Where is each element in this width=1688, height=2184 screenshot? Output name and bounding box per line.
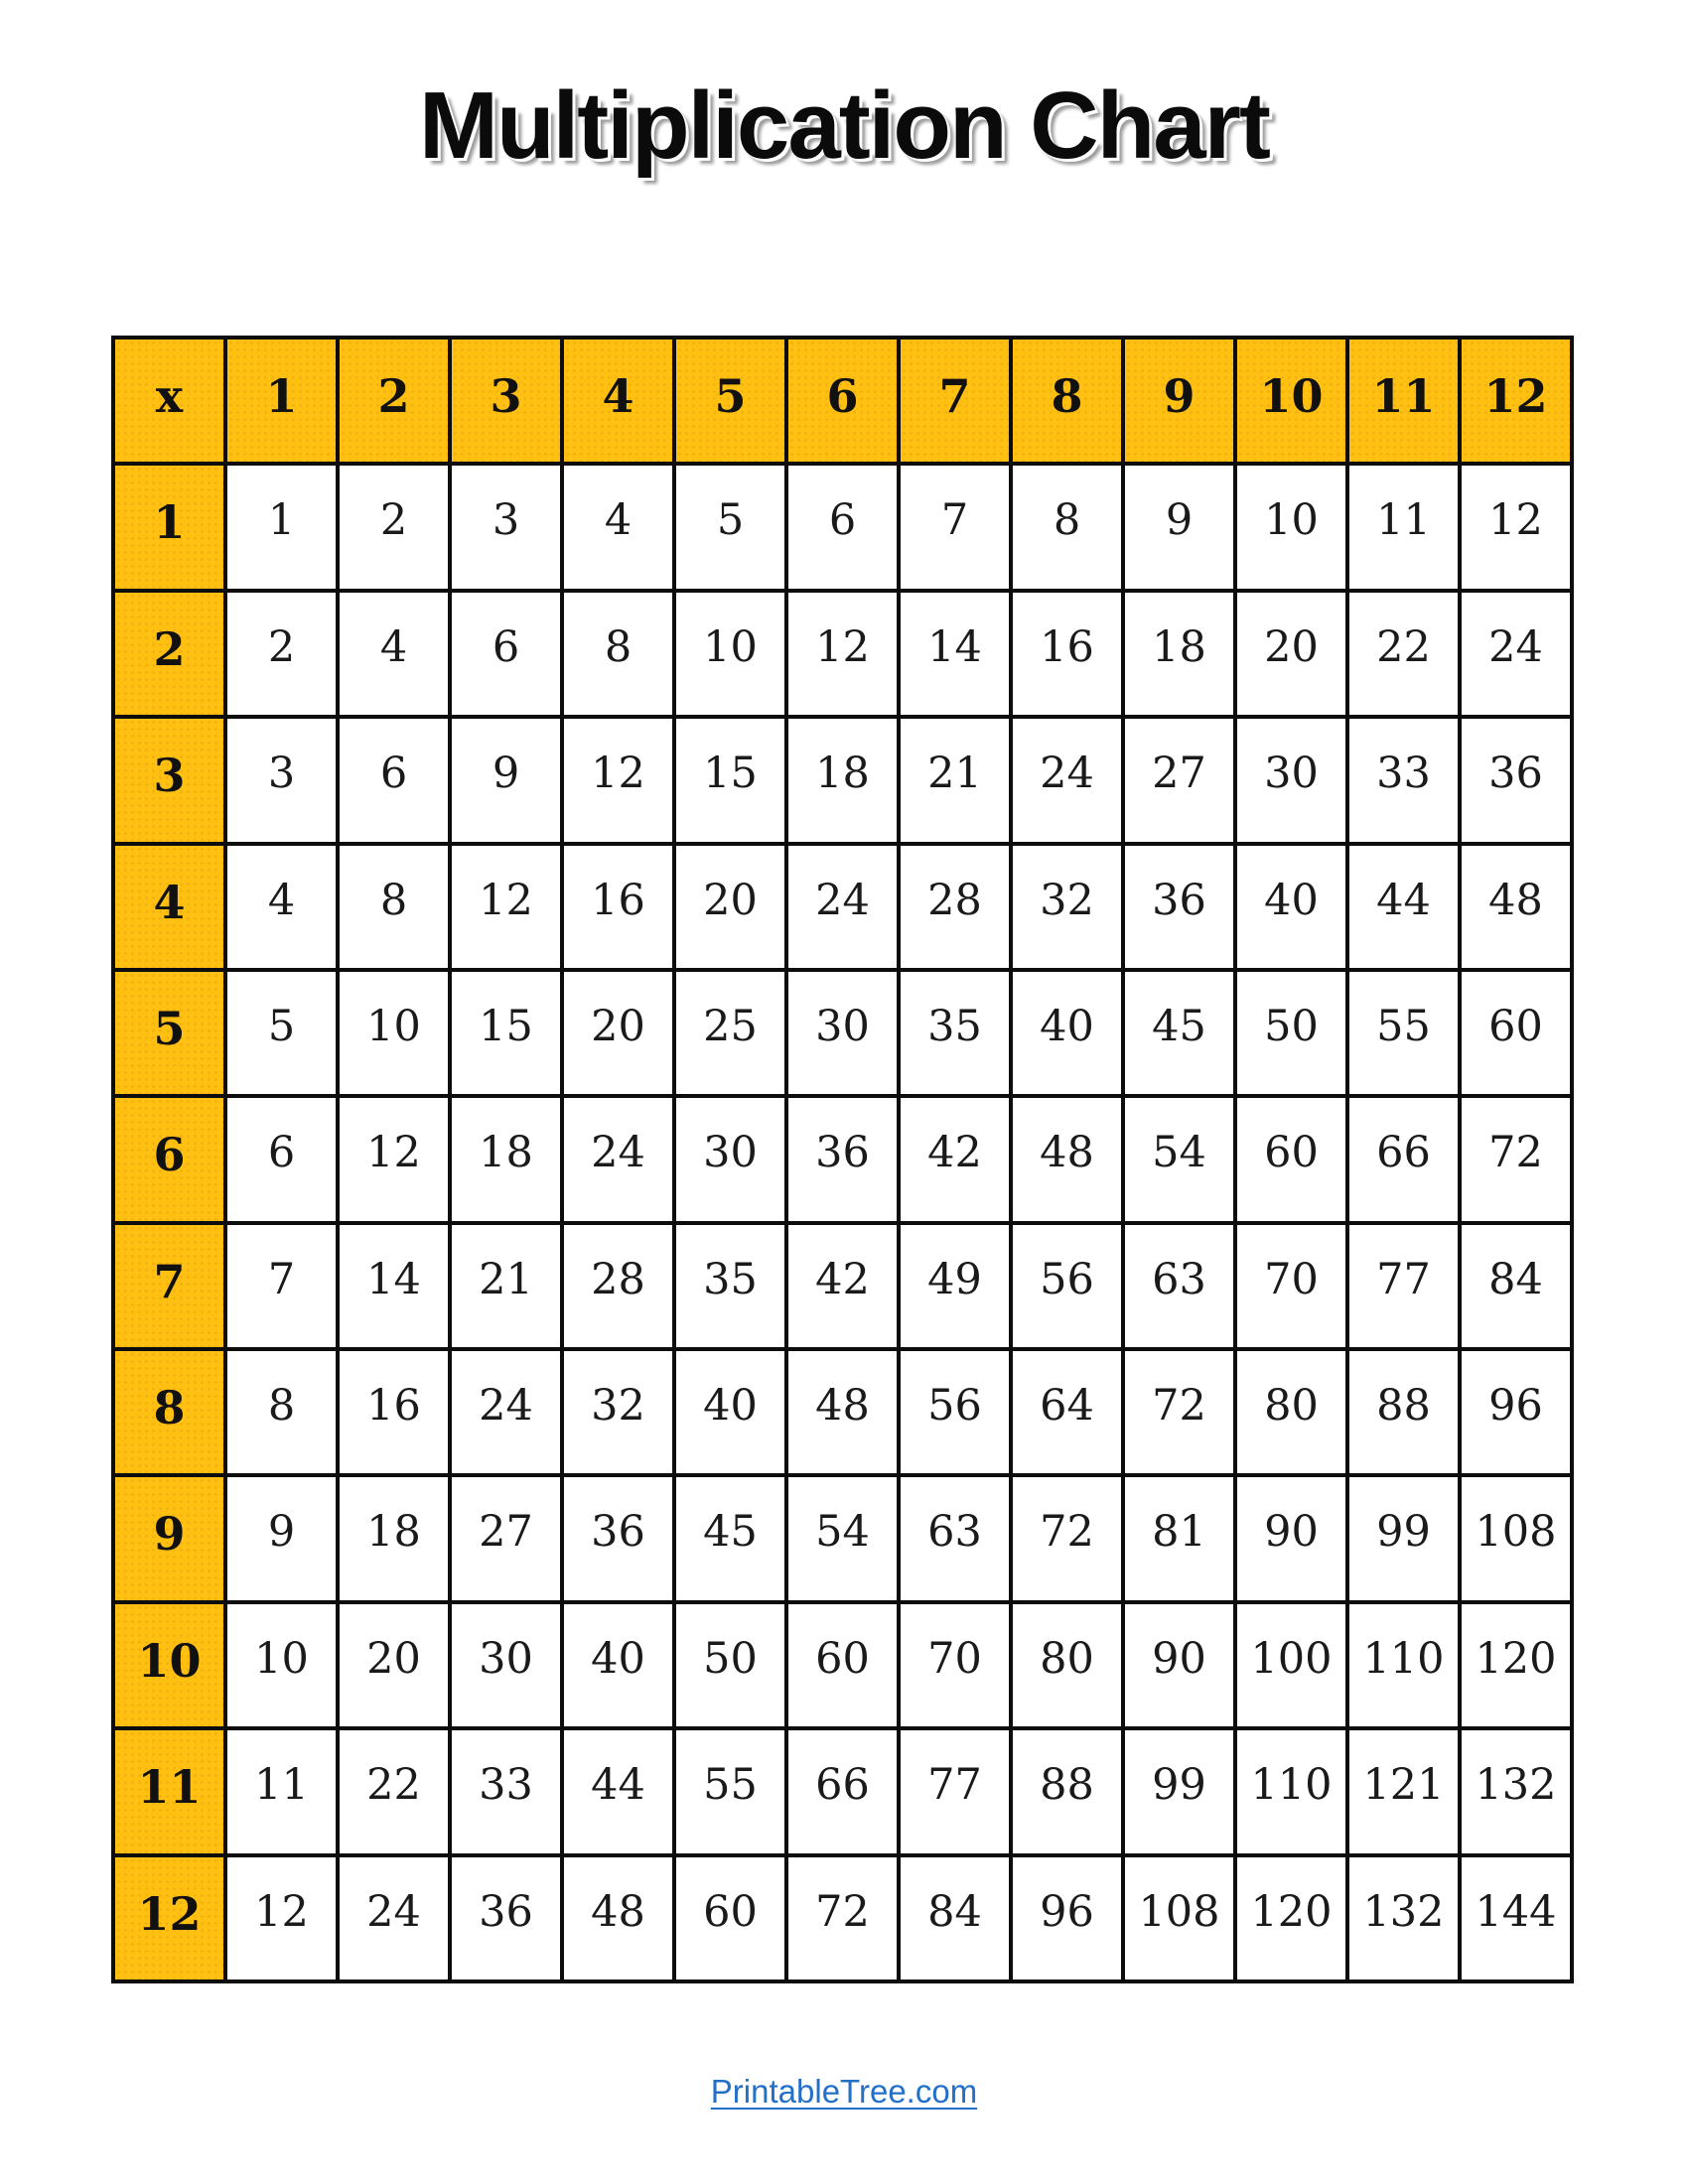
product-cell-12x12: 144 xyxy=(1460,1855,1572,1981)
row-header-cell-4: 4 xyxy=(113,844,225,970)
product-cell-3x2: 6 xyxy=(338,717,450,843)
product-cell-1x11: 11 xyxy=(1347,464,1460,590)
product-cell-12x2: 24 xyxy=(338,1855,450,1981)
page-title: Multiplication Chart xyxy=(419,72,1269,179)
product-cell-1x10: 10 xyxy=(1235,464,1347,590)
product-cell-1x4: 4 xyxy=(562,464,674,590)
product-cell-7x2: 14 xyxy=(338,1223,450,1349)
product-cell-1x2: 2 xyxy=(338,464,450,590)
row-header-cell-2: 2 xyxy=(113,591,225,717)
product-cell-7x11: 77 xyxy=(1347,1223,1460,1349)
product-cell-10x10: 100 xyxy=(1235,1602,1347,1728)
product-cell-2x8: 16 xyxy=(1011,591,1123,717)
product-cell-8x4: 32 xyxy=(562,1349,674,1475)
product-cell-12x8: 96 xyxy=(1011,1855,1123,1981)
product-cell-12x5: 60 xyxy=(674,1855,786,1981)
product-cell-7x8: 56 xyxy=(1011,1223,1123,1349)
product-cell-9x11: 99 xyxy=(1347,1475,1460,1601)
product-cell-6x8: 48 xyxy=(1011,1096,1123,1222)
product-cell-4x7: 28 xyxy=(899,844,1011,970)
product-cell-7x12: 84 xyxy=(1460,1223,1572,1349)
product-cell-4x6: 24 xyxy=(786,844,899,970)
column-header-cell-4: 4 xyxy=(562,338,674,464)
product-cell-4x2: 8 xyxy=(338,844,450,970)
product-cell-12x3: 36 xyxy=(450,1855,562,1981)
product-cell-6x4: 24 xyxy=(562,1096,674,1222)
product-cell-9x7: 63 xyxy=(899,1475,1011,1601)
product-cell-3x11: 33 xyxy=(1347,717,1460,843)
product-cell-6x6: 36 xyxy=(786,1096,899,1222)
product-cell-10x1: 10 xyxy=(225,1602,338,1728)
product-cell-2x7: 14 xyxy=(899,591,1011,717)
product-cell-12x4: 48 xyxy=(562,1855,674,1981)
product-cell-12x9: 108 xyxy=(1123,1855,1235,1981)
product-cell-7x10: 70 xyxy=(1235,1223,1347,1349)
product-cell-1x7: 7 xyxy=(899,464,1011,590)
column-header-cell-2: 2 xyxy=(338,338,450,464)
product-cell-11x6: 66 xyxy=(786,1728,899,1854)
product-cell-2x10: 20 xyxy=(1235,591,1347,717)
column-header-cell-11: 11 xyxy=(1347,338,1460,464)
corner-cell: x xyxy=(113,338,225,464)
row-header-cell-6: 6 xyxy=(113,1096,225,1222)
product-cell-7x1: 7 xyxy=(225,1223,338,1349)
product-cell-6x1: 6 xyxy=(225,1096,338,1222)
product-cell-10x7: 70 xyxy=(899,1602,1011,1728)
product-cell-11x4: 44 xyxy=(562,1728,674,1854)
product-cell-6x7: 42 xyxy=(899,1096,1011,1222)
product-cell-7x5: 35 xyxy=(674,1223,786,1349)
product-cell-8x2: 16 xyxy=(338,1349,450,1475)
product-cell-5x4: 20 xyxy=(562,970,674,1096)
product-cell-9x2: 18 xyxy=(338,1475,450,1601)
footer-link[interactable]: PrintableTree.com xyxy=(710,2073,978,2110)
column-header-cell-3: 3 xyxy=(450,338,562,464)
product-cell-5x2: 10 xyxy=(338,970,450,1096)
product-cell-8x3: 24 xyxy=(450,1349,562,1475)
product-cell-2x6: 12 xyxy=(786,591,899,717)
product-cell-10x12: 120 xyxy=(1460,1602,1572,1728)
product-cell-10x8: 80 xyxy=(1011,1602,1123,1728)
product-cell-2x11: 22 xyxy=(1347,591,1460,717)
product-cell-6x9: 54 xyxy=(1123,1096,1235,1222)
product-cell-5x10: 50 xyxy=(1235,970,1347,1096)
footer xyxy=(0,2073,1688,2111)
product-cell-6x2: 12 xyxy=(338,1096,450,1222)
product-cell-9x1: 9 xyxy=(225,1475,338,1601)
product-cell-12x6: 72 xyxy=(786,1855,899,1981)
product-cell-10x2: 20 xyxy=(338,1602,450,1728)
product-cell-8x10: 80 xyxy=(1235,1349,1347,1475)
product-cell-3x5: 15 xyxy=(674,717,786,843)
product-cell-1x6: 6 xyxy=(786,464,899,590)
product-cell-5x6: 30 xyxy=(786,970,899,1096)
product-cell-1x8: 8 xyxy=(1011,464,1123,590)
product-cell-6x10: 60 xyxy=(1235,1096,1347,1222)
product-cell-2x5: 10 xyxy=(674,591,786,717)
column-header-cell-10: 10 xyxy=(1235,338,1347,464)
product-cell-7x6: 42 xyxy=(786,1223,899,1349)
product-cell-11x11: 121 xyxy=(1347,1728,1460,1854)
product-cell-8x6: 48 xyxy=(786,1349,899,1475)
product-cell-8x12: 96 xyxy=(1460,1349,1572,1475)
product-cell-11x8: 88 xyxy=(1011,1728,1123,1854)
row-header-cell-7: 7 xyxy=(113,1223,225,1349)
product-cell-12x7: 84 xyxy=(899,1855,1011,1981)
product-cell-10x9: 90 xyxy=(1123,1602,1235,1728)
product-cell-3x6: 18 xyxy=(786,717,899,843)
product-cell-3x8: 24 xyxy=(1011,717,1123,843)
product-cell-7x3: 21 xyxy=(450,1223,562,1349)
product-cell-4x11: 44 xyxy=(1347,844,1460,970)
product-cell-5x1: 5 xyxy=(225,970,338,1096)
product-cell-9x9: 81 xyxy=(1123,1475,1235,1601)
row-header-cell-1: 1 xyxy=(113,464,225,590)
product-cell-10x3: 30 xyxy=(450,1602,562,1728)
product-cell-4x3: 12 xyxy=(450,844,562,970)
product-cell-11x12: 132 xyxy=(1460,1728,1572,1854)
product-cell-11x9: 99 xyxy=(1123,1728,1235,1854)
product-cell-8x8: 64 xyxy=(1011,1349,1123,1475)
product-cell-11x3: 33 xyxy=(450,1728,562,1854)
product-cell-4x4: 16 xyxy=(562,844,674,970)
product-cell-8x5: 40 xyxy=(674,1349,786,1475)
product-cell-6x5: 30 xyxy=(674,1096,786,1222)
product-cell-2x2: 4 xyxy=(338,591,450,717)
product-cell-11x10: 110 xyxy=(1235,1728,1347,1854)
product-cell-11x2: 22 xyxy=(338,1728,450,1854)
column-header-cell-6: 6 xyxy=(786,338,899,464)
product-cell-9x8: 72 xyxy=(1011,1475,1123,1601)
row-header-cell-8: 8 xyxy=(113,1349,225,1475)
product-cell-9x10: 90 xyxy=(1235,1475,1347,1601)
product-cell-6x3: 18 xyxy=(450,1096,562,1222)
column-header-cell-9: 9 xyxy=(1123,338,1235,464)
product-cell-7x4: 28 xyxy=(562,1223,674,1349)
product-cell-5x11: 55 xyxy=(1347,970,1460,1096)
product-cell-1x1: 1 xyxy=(225,464,338,590)
product-cell-2x1: 2 xyxy=(225,591,338,717)
multiplication-table xyxy=(111,336,1574,1983)
column-header-cell-1: 1 xyxy=(225,338,338,464)
product-cell-4x10: 40 xyxy=(1235,844,1347,970)
product-cell-2x4: 8 xyxy=(562,591,674,717)
product-cell-3x12: 36 xyxy=(1460,717,1572,843)
product-cell-8x7: 56 xyxy=(899,1349,1011,1475)
product-cell-3x7: 21 xyxy=(899,717,1011,843)
row-header-cell-10: 10 xyxy=(113,1602,225,1728)
product-cell-1x3: 3 xyxy=(450,464,562,590)
product-cell-9x5: 45 xyxy=(674,1475,786,1601)
product-cell-3x9: 27 xyxy=(1123,717,1235,843)
product-cell-8x11: 88 xyxy=(1347,1349,1460,1475)
column-header-cell-7: 7 xyxy=(899,338,1011,464)
product-cell-3x4: 12 xyxy=(562,717,674,843)
product-cell-5x8: 40 xyxy=(1011,970,1123,1096)
product-cell-3x10: 30 xyxy=(1235,717,1347,843)
product-cell-2x12: 24 xyxy=(1460,591,1572,717)
column-header-cell-12: 12 xyxy=(1460,338,1572,464)
row-header-cell-9: 9 xyxy=(113,1475,225,1601)
product-cell-3x3: 9 xyxy=(450,717,562,843)
product-cell-1x5: 5 xyxy=(674,464,786,590)
product-cell-10x6: 60 xyxy=(786,1602,899,1728)
product-cell-5x12: 60 xyxy=(1460,970,1572,1096)
product-cell-9x4: 36 xyxy=(562,1475,674,1601)
product-cell-4x12: 48 xyxy=(1460,844,1572,970)
product-cell-12x1: 12 xyxy=(225,1855,338,1981)
product-cell-1x12: 12 xyxy=(1460,464,1572,590)
product-cell-8x1: 8 xyxy=(225,1349,338,1475)
row-header-cell-3: 3 xyxy=(113,717,225,843)
product-cell-11x1: 11 xyxy=(225,1728,338,1854)
product-cell-4x1: 4 xyxy=(225,844,338,970)
product-cell-6x12: 72 xyxy=(1460,1096,1572,1222)
product-cell-8x9: 72 xyxy=(1123,1349,1235,1475)
column-header-cell-8: 8 xyxy=(1011,338,1123,464)
product-cell-10x4: 40 xyxy=(562,1602,674,1728)
product-cell-11x5: 55 xyxy=(674,1728,786,1854)
product-cell-12x11: 132 xyxy=(1347,1855,1460,1981)
product-cell-11x7: 77 xyxy=(899,1728,1011,1854)
row-header-cell-11: 11 xyxy=(113,1728,225,1854)
product-cell-1x9: 9 xyxy=(1123,464,1235,590)
product-cell-2x3: 6 xyxy=(450,591,562,717)
product-cell-4x8: 32 xyxy=(1011,844,1123,970)
row-header-cell-12: 12 xyxy=(113,1855,225,1981)
product-cell-7x9: 63 xyxy=(1123,1223,1235,1349)
product-cell-2x9: 18 xyxy=(1123,591,1235,717)
product-cell-9x12: 108 xyxy=(1460,1475,1572,1601)
product-cell-4x9: 36 xyxy=(1123,844,1235,970)
row-header-cell-5: 5 xyxy=(113,970,225,1096)
product-cell-5x5: 25 xyxy=(674,970,786,1096)
product-cell-9x3: 27 xyxy=(450,1475,562,1601)
product-cell-7x7: 49 xyxy=(899,1223,1011,1349)
product-cell-4x5: 20 xyxy=(674,844,786,970)
product-cell-12x10: 120 xyxy=(1235,1855,1347,1981)
product-cell-10x5: 50 xyxy=(674,1602,786,1728)
product-cell-10x11: 110 xyxy=(1347,1602,1460,1728)
product-cell-5x3: 15 xyxy=(450,970,562,1096)
product-cell-5x9: 45 xyxy=(1123,970,1235,1096)
product-cell-5x7: 35 xyxy=(899,970,1011,1096)
product-cell-3x1: 3 xyxy=(225,717,338,843)
product-cell-9x6: 54 xyxy=(786,1475,899,1601)
product-cell-6x11: 66 xyxy=(1347,1096,1460,1222)
column-header-cell-5: 5 xyxy=(674,338,786,464)
